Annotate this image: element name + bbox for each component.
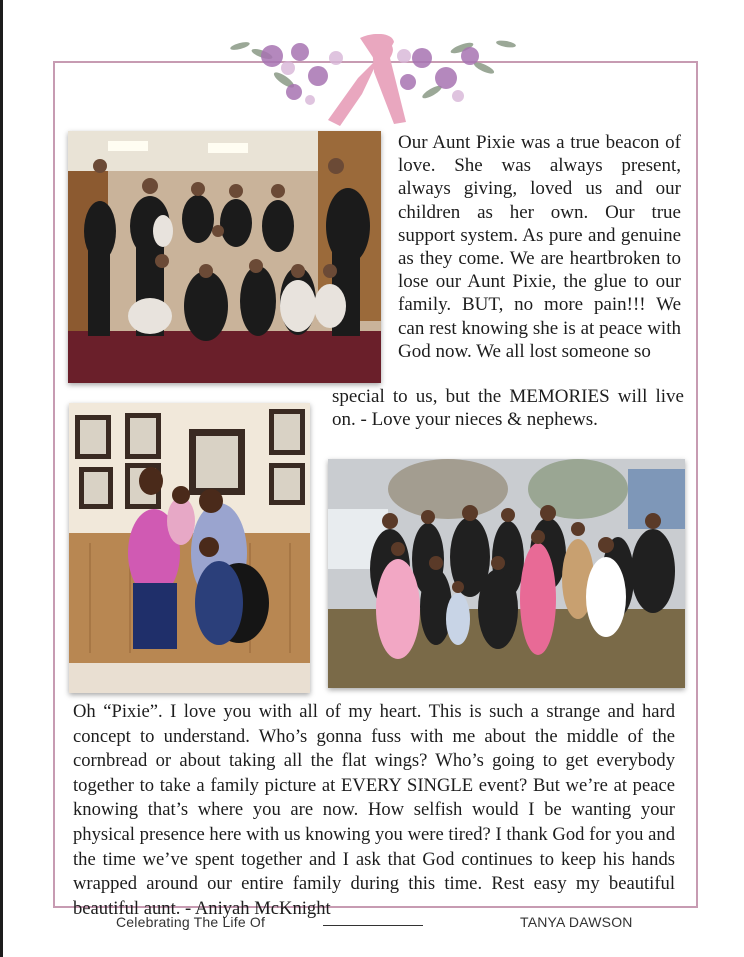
- tribute-paragraph-bottom: [332, 385, 684, 431]
- tribute-text-bottom: special to us, but the MEMORIES will live on. - Love your nieces & nephews.: [332, 386, 684, 431]
- floral-ribbon-ornament: [222, 34, 522, 130]
- tribute-paragraph-top: [398, 131, 681, 363]
- footer-name: TANYA DAWSON: [520, 914, 633, 930]
- aniyah-tribute-text: Oh “Pixie”. I love you with all of my heart. This is such a strange and hard concept to understand. Who’s gonna fuss with me about the middle of the cornbread or about taking all the flat wings? Who’s going to get everybody together to take a family picture at EVERY SINGLE event? But we’re at peace knowing that’s where you are now. How selfish would I be wanting your physical presence here with us knowing you were tired? I thank God for you and the time we’ve spent together and I ask that God continues to keep his hands wrapped around our entire family during this time. Rest easy my beautiful beautiful aunt. - Aniyah McKnight: [73, 701, 675, 919]
- footer-divider: [323, 925, 423, 926]
- tribute-text-top: Our Aunt Pixie was a true beacon of love. She was always present, always giving, loved us and our children as her own. Our true support system. As pure and genuine as they come. We are heartbroken to lose our Aunt Pixie, the glue to our family. BUT, no more pain!!! We can rest knowing she is at peace with God now. We all lost someone so: [398, 132, 681, 362]
- aniyah-tribute-paragraph: [73, 700, 675, 921]
- page-left-edge: [0, 0, 3, 957]
- photo-outdoor-family-gathering: [328, 459, 685, 688]
- photo-family-group-stage: [68, 131, 381, 383]
- photo-women-children-portraits: [69, 403, 310, 693]
- footer-celebrating-label: Celebrating The Life Of: [116, 914, 266, 930]
